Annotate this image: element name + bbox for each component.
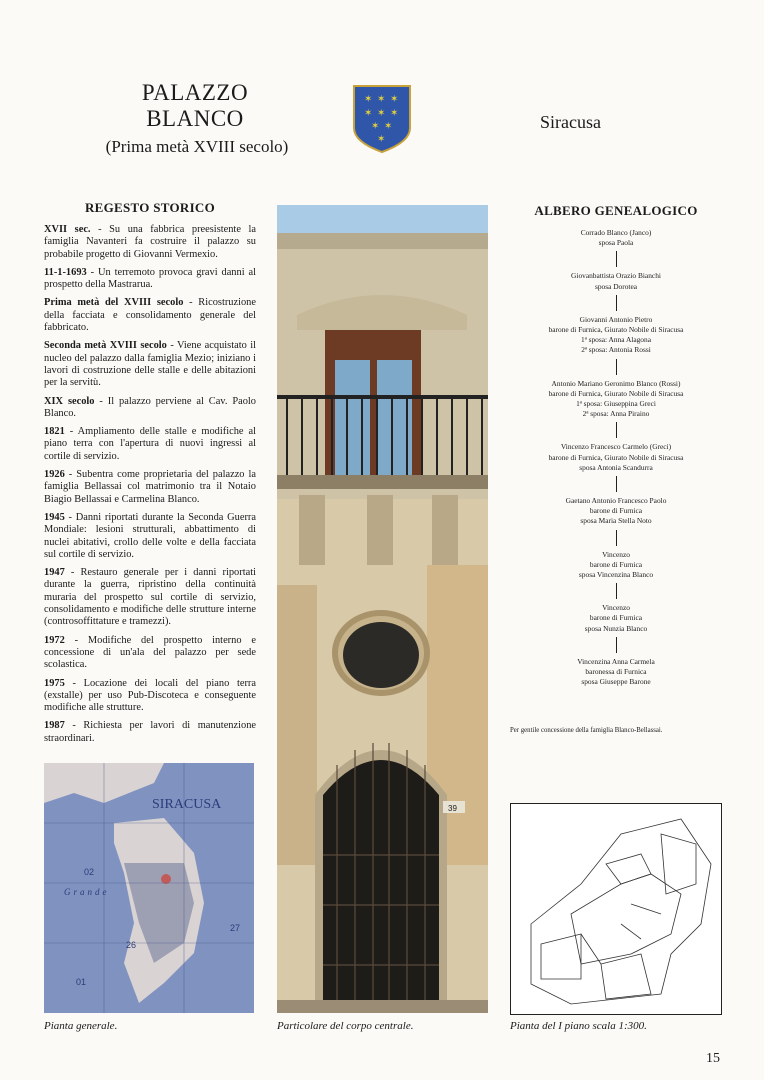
genealogy-connector xyxy=(616,476,617,492)
genealogy-line: barone di Furnica, Giurato Nobile di Siracusa xyxy=(548,452,684,462)
history-entry-text: - Restauro generale per i danni riportati durante la guerra, ripristino della continuità muraria del prospetto sul cortile di servizio, consolidamento e modifiche delle strutture interne (controsoffittature e tramezzi). xyxy=(44,567,256,628)
genealogy-connector xyxy=(616,583,617,599)
genealogy-connector xyxy=(616,251,617,267)
genealogy-line: barone di Furnica xyxy=(589,559,643,569)
genealogy-line: barone di Furnica xyxy=(589,613,643,623)
history-entry-text: - Locazione dei locali del piano terra (exstalle) per uso Pub-Discoteca e conseguente modifiche alle strutture. xyxy=(44,677,256,714)
city-map xyxy=(44,763,254,1013)
svg-text:✶: ✶ xyxy=(364,108,373,119)
history-entry xyxy=(44,340,256,389)
history-entry-date: 11-1-1693 xyxy=(44,266,87,278)
city-label: Siracusa xyxy=(540,112,601,132)
history-entry xyxy=(44,635,256,672)
page-title xyxy=(100,80,290,132)
history-heading: REGESTO STORICO xyxy=(84,200,216,215)
genealogy-line: Corrado Blanco (Janco) xyxy=(580,228,652,237)
map-number-1: 02 xyxy=(84,867,95,877)
history-entry-text: - Ricostruzione della facciata e consolidamento generale del fabbricato. xyxy=(44,297,256,334)
history-entry xyxy=(44,267,256,292)
genealogy-generation xyxy=(510,271,722,291)
map-city-label: SIRACUSA xyxy=(152,797,222,812)
history-entry xyxy=(44,396,256,421)
genealogy-line: sposa Antonia Scandurra xyxy=(579,462,653,472)
genealogy-tree xyxy=(510,228,722,687)
genealogy-line: 2ª sposa: Antonia Rossi xyxy=(581,345,651,355)
history-entry-date: 1987 xyxy=(44,720,65,732)
page-subtitle: (Prima metà XVIII secolo) xyxy=(105,137,289,156)
genealogy-generation xyxy=(510,379,722,420)
genealogy-generation xyxy=(510,496,722,527)
history-entry-text: - Il palazzo perviene al Cav. Paolo Blanco. xyxy=(44,395,257,419)
facade-photo xyxy=(277,205,488,1013)
svg-text:✶: ✶ xyxy=(364,94,373,105)
history-entry-date: XIX secolo xyxy=(44,395,95,407)
history-entry-date: 1972 xyxy=(44,634,65,646)
genealogy-heading: ALBERO GENEALOGICO xyxy=(534,203,698,218)
genealogy-generation xyxy=(510,442,722,473)
history-entry-text: - Su una fabbrica preesistente la famiglia Navanteri fa costruire il palazzo su probabile progetto di Giovanni Vermexio. xyxy=(44,224,257,260)
courtesy-note: Per gentile concessione della famiglia Blanco-Bellassai. xyxy=(510,727,663,734)
history-entry-text: - Un terremoto provoca gravi danni al prospetto della Mastrarua. xyxy=(44,266,256,291)
genealogy-generation xyxy=(510,550,722,581)
genealogy-line: barone di Furnica xyxy=(589,506,643,516)
genealogy-line: Vincenzo xyxy=(602,603,630,613)
genealogy-line: sposa Giuseppe Barone xyxy=(581,677,651,687)
history-entry-date: Prima metà del XVIII secolo xyxy=(44,297,184,309)
genealogy-line: sposa Dorotea xyxy=(594,281,638,291)
history-entry xyxy=(44,224,256,261)
svg-text:✶: ✶ xyxy=(377,94,386,105)
photo-caption: Particolare del corpo centrale. xyxy=(277,1020,414,1032)
history-entry-date: 1945 xyxy=(44,511,65,523)
genealogy-line: Vincenzo Francesco Carmelo (Greci) xyxy=(560,442,672,452)
page-number: 15 xyxy=(706,1051,720,1066)
history-entry xyxy=(44,469,256,506)
genealogy-line: barone di Furnica, Giurato Nobile di Siracusa xyxy=(548,325,684,335)
history-entry-text: - Ampliamento delle stalle e modifiche al piano terra con l'apertura di nuovi ingressi al cortile di servizio. xyxy=(44,426,256,462)
history-entry-date: Seconda metà XVIII secolo xyxy=(44,340,167,352)
history-entry-date: XVII sec. xyxy=(44,224,91,235)
svg-text:✶: ✶ xyxy=(377,108,386,119)
genealogy-generation xyxy=(510,315,722,356)
svg-text:✶: ✶ xyxy=(390,108,399,119)
genealogy-line: sposa Nunzia Blanco xyxy=(584,623,648,633)
history-entry xyxy=(44,567,256,628)
history-entry xyxy=(44,297,256,334)
history-entry-date: 1926 xyxy=(44,469,65,481)
genealogy-line: sposa Maria Stella Noto xyxy=(580,516,652,526)
svg-text:✶: ✶ xyxy=(377,134,386,145)
history-entry-date: 1975 xyxy=(44,677,65,689)
svg-text:✶: ✶ xyxy=(384,121,393,132)
genealogy-connector xyxy=(616,295,617,311)
history-entry-text: - Danni riportati durante la Seconda Guerra Mondiale: lesioni strutturali, abbattimento di nuclei abitativi, crollo delle volte e della facciata sul cortile di servizio. xyxy=(44,511,256,560)
floor-plan xyxy=(510,803,722,1015)
genealogy-line: sposa Vincenzina Blanco xyxy=(578,570,654,580)
genealogy-generation xyxy=(510,228,722,248)
plan-caption: Pianta del I piano scala 1:300. xyxy=(510,1020,647,1032)
history-list xyxy=(44,224,256,751)
svg-text:✶: ✶ xyxy=(390,94,399,105)
history-entry xyxy=(44,720,256,745)
title-line-1: PALAZZO xyxy=(141,80,249,105)
title-line-2: BLANCO xyxy=(146,106,244,131)
history-entry-text: - Viene acquistato il nucleo del palazzo dalla famiglia Mezio; iniziano i lavori di costruzione delle stalle e delle abitazioni per la servitù. xyxy=(44,340,256,389)
genealogy-line: Vincenzo xyxy=(602,549,630,559)
genealogy-line: Antonio Mariano Geronimo Blanco (Rossi) xyxy=(551,378,681,388)
map-caption: Pianta generale. xyxy=(44,1020,118,1032)
history-entry-date: 1821 xyxy=(44,426,65,438)
genealogy-line: barone di Furnica, Giurato Nobile di Siracusa xyxy=(548,388,684,398)
history-entry-text: - Modifiche del prospetto interno e concessione di un'ala del palazzo per sede scolastica. xyxy=(44,634,256,671)
history-entry xyxy=(44,426,256,463)
genealogy-line: sposa Paola xyxy=(598,238,634,248)
history-entry xyxy=(44,678,256,715)
genealogy-connector xyxy=(616,637,617,653)
genealogy-line: baronessa di Furnica xyxy=(585,667,647,677)
map-text-grande: Grande xyxy=(64,887,110,897)
map-number-2: 26 xyxy=(126,940,137,950)
genealogy-line: Gaetano Antonio Francesco Paolo xyxy=(565,496,667,506)
genealogy-connector xyxy=(616,359,617,375)
genealogy-generation xyxy=(510,657,722,688)
genealogy-connector xyxy=(616,530,617,546)
map-number-3: 27 xyxy=(230,923,241,933)
genealogy-line: Vincenzina Anna Carmela xyxy=(577,656,655,666)
door-number: 39 xyxy=(448,804,457,813)
genealogy-line: Giovanbattista Orazio Bianchi xyxy=(571,271,661,281)
genealogy-line: 1ª sposa: Anna Alagona xyxy=(581,335,651,345)
history-entry-text: - Richiesta per lavori di manutenzione straordinari. xyxy=(44,720,256,744)
genealogy-line: 2ª sposa: Anna Piraino xyxy=(582,409,650,419)
history-entry xyxy=(44,512,256,561)
history-entry-text: - Subentra come proprietaria del palazzo la famiglia Bellassai col matrimonio tra il Notaio Biagio Bellassai e Carmelina Blanco. xyxy=(44,469,256,505)
genealogy-connector xyxy=(616,422,617,438)
genealogy-line: 1ª sposa: Giuseppina Greci xyxy=(576,399,656,409)
genealogy-line: Giovanni Antonio Pietro xyxy=(579,314,653,324)
genealogy-generation xyxy=(510,603,722,634)
svg-text:✶: ✶ xyxy=(371,121,380,132)
history-entry-date: 1947 xyxy=(44,567,65,579)
map-number-4: 01 xyxy=(76,977,87,987)
coat-of-arms-icon xyxy=(352,84,412,154)
